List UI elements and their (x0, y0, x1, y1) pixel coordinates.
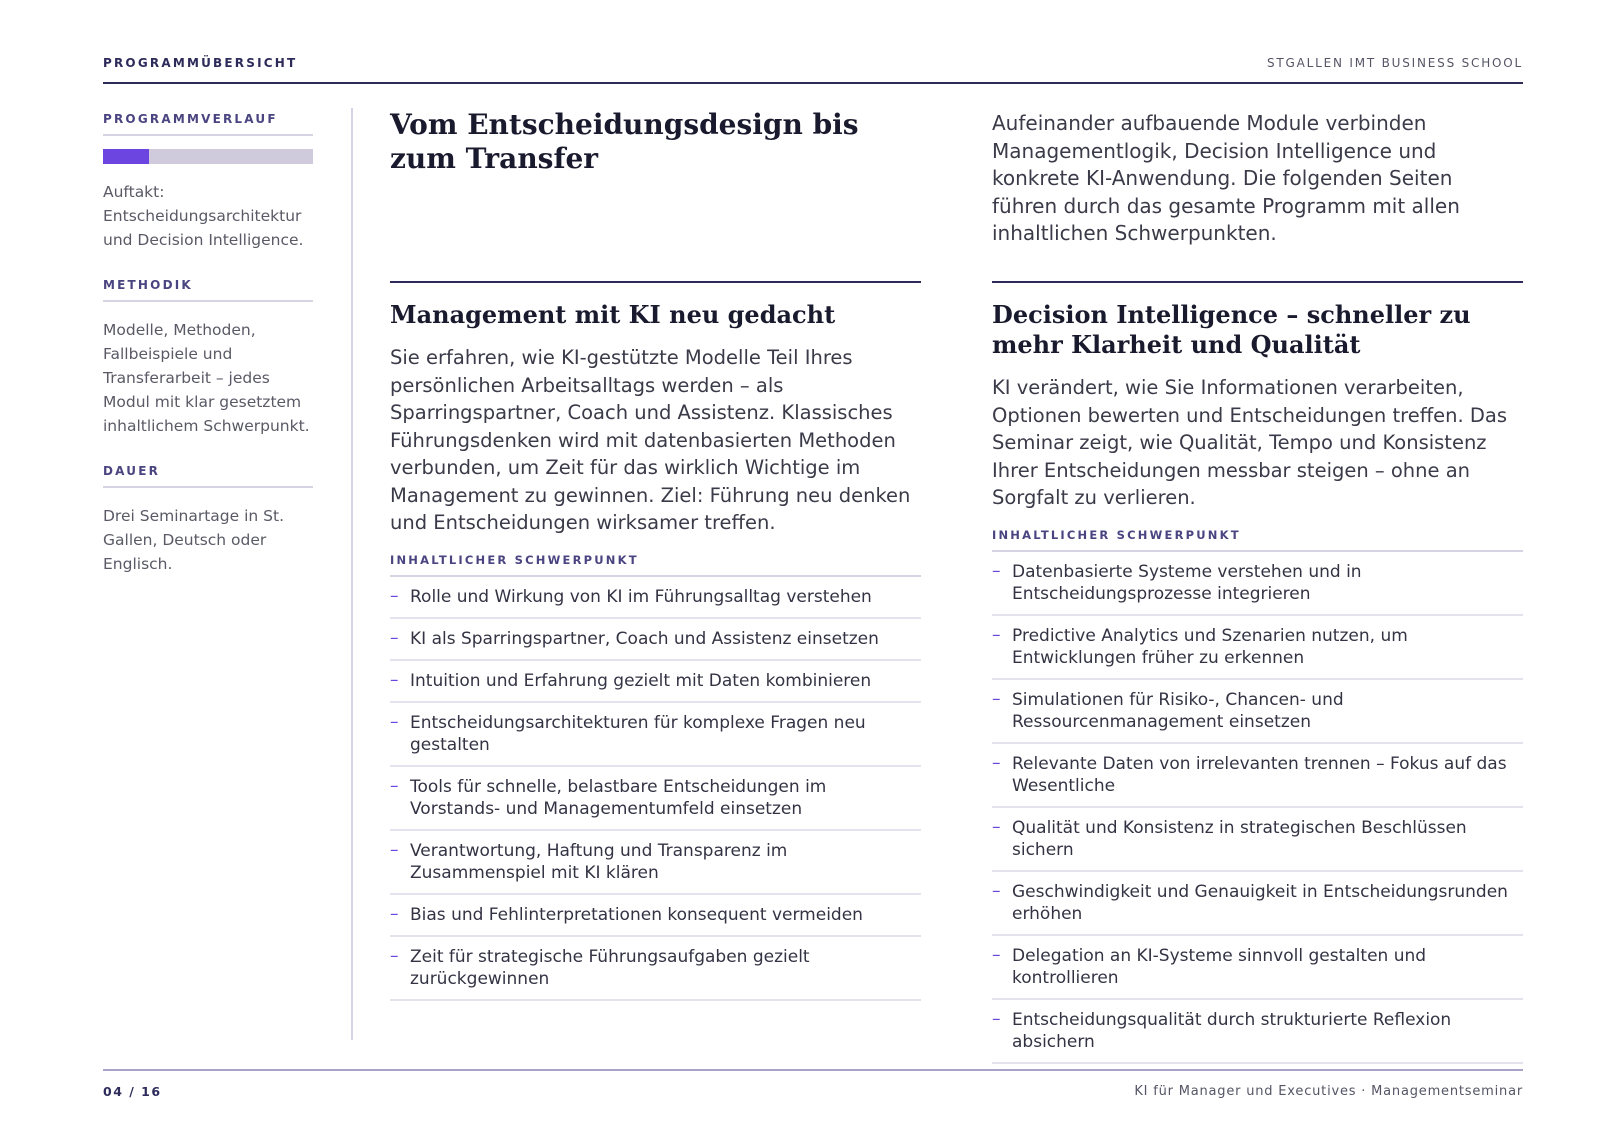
page-title: Vom Entscheidungsdesign bis zum Transfer (390, 108, 859, 175)
section-text: KI verändert, wie Sie Informationen verarbeiten, Optionen bewerten und Entscheidungen treffen. Das Seminar zeigt, wie Qualität, Tempo und Konsistenz Ihrer Entscheidungen messbar steigen – ohne an Sorgfalt zu verlieren. (992, 376, 1508, 509)
list-item: – Geschwindigkeit und Genauigkeit in Entscheidungsrunden erhöhen (992, 872, 1523, 936)
list-item: – Predictive Analytics und Szenarien nutzen, um Entwicklungen früher zu erkennen (992, 616, 1523, 680)
dash-icon: – (390, 775, 399, 796)
sidebar (103, 112, 313, 602)
dash-icon: – (390, 903, 399, 924)
dash-icon: – (992, 752, 1001, 773)
progress-fill (103, 149, 149, 164)
dash-icon: – (390, 839, 399, 860)
dash-icon: – (390, 711, 399, 732)
section-title: Decision Intelligence – schneller zu mehr Klarheit und Qualität (992, 300, 1471, 359)
list-item: – Rolle und Wirkung von KI im Führungsalltag verstehen (390, 577, 921, 619)
section-title: Management mit KI neu gedacht (390, 300, 836, 329)
sidebar-programmverlauf (103, 112, 313, 252)
section-divider-right (992, 281, 1523, 283)
dash-icon: – (992, 816, 1001, 837)
progress-bar (103, 149, 313, 164)
dash-icon: – (992, 624, 1001, 645)
list-item: – Relevante Daten von irrelevanten trennen – Fokus auf das Wesentliche (992, 744, 1523, 808)
section-decision-intelligence (992, 300, 1523, 1064)
list-item: – Datenbasierte Systeme verstehen und in Entscheidungsprozesse integrieren (992, 552, 1523, 616)
page-header (103, 56, 1523, 84)
sidebar-methodik (103, 278, 313, 438)
list-item: – Entscheidungsarchitekturen für komplexe Fragen neu gestalten (390, 703, 921, 767)
dash-icon: – (992, 688, 1001, 709)
list-item: – Delegation an KI-Systeme sinnvoll gestalten und kontrollieren (992, 936, 1523, 1000)
dash-icon: – (992, 560, 1001, 581)
list-item: – KI als Sparringspartner, Coach und Assistenz einsetzen (390, 619, 921, 661)
programmverlauf-label: PROGRAMMVERLAUF (103, 112, 313, 136)
list-item: – Intuition und Erfahrung gezielt mit Daten kombinieren (390, 661, 921, 703)
dauer-label: DAUER (103, 464, 313, 488)
dash-icon: – (390, 945, 399, 966)
methodik-label: METHODIK (103, 278, 313, 302)
dash-icon: – (992, 1008, 1001, 1029)
dash-icon: – (992, 944, 1001, 965)
list-item: – Verantwortung, Haftung und Transparenz im Zusammenspiel mit KI klären (390, 831, 921, 895)
methodik-text: Modelle, Methoden, Fallbeispiele und Transferarbeit – jedes Modul mit klar gesetztem inhaltlichem Schwerpunkt. (103, 321, 310, 435)
focus-label: INHALTLICHER SCHWERPUNKT (992, 528, 1523, 552)
list-item: – Bias und Fehlinterpretationen konsequent vermeiden (390, 895, 921, 937)
dash-icon: – (992, 880, 1001, 901)
focus-list (992, 552, 1523, 1064)
footer-title: KI für Manager und Executives · Managementseminar (1134, 1084, 1523, 1099)
intro-text: Aufeinander aufbauende Module verbinden Managementlogik, Decision Intelligence und konkrete KI-Anwendung. Die folgenden Seiten führen durch das gesamte Programm mit allen inhaltlichen Schwerpunkten. (992, 111, 1460, 245)
dash-icon: – (390, 585, 399, 606)
header-school-name: STGALLEN IMT BUSINESS SCHOOL (1266, 56, 1523, 70)
dauer-text: Drei Seminartage in St. Gallen, Deutsch oder Englisch. (103, 507, 284, 573)
section-text: Sie erfahren, wie KI-gestützte Modelle Teil Ihres persönlichen Arbeitsalltags werden – als Sparringspartner, Coach und Assistenz. Klassisches Führungsdenken wird mit datenbasierten Methoden verbunden, um Zeit für das wirklich Wichtige im Management zu gewinnen. Ziel: Führung neu denken und Entscheidungen wirksamer treffen. (390, 346, 911, 534)
list-item: – Tools für schnelle, belastbare Entscheidungen im Vorstands- und Managementumfeld einsetzen (390, 767, 921, 831)
list-item: – Zeit für strategische Führungsaufgaben gezielt zurückgewinnen (390, 937, 921, 1001)
section-divider-left (390, 281, 921, 283)
footer-rule (103, 1069, 1523, 1071)
list-item: – Simulationen für Risiko-, Chancen- und Ressourcenmanagement einsetzen (992, 680, 1523, 744)
page-number: 04 / 16 (103, 1084, 162, 1099)
sidebar-dauer (103, 464, 313, 576)
vertical-divider (351, 108, 353, 1040)
header-section-label: PROGRAMMÜBERSICHT (103, 56, 298, 70)
dash-icon: – (390, 627, 399, 648)
dash-icon: – (390, 669, 399, 690)
section-management (390, 300, 921, 1001)
focus-label: INHALTLICHER SCHWERPUNKT (390, 553, 921, 577)
list-item: – Entscheidungsqualität durch strukturierte Reflexion absichern (992, 1000, 1523, 1064)
programmverlauf-text: Auftakt: Entscheidungsarchitektur und Decision Intelligence. (103, 183, 304, 249)
focus-list (390, 577, 921, 1001)
list-item: – Qualität und Konsistenz in strategischen Beschlüssen sichern (992, 808, 1523, 872)
